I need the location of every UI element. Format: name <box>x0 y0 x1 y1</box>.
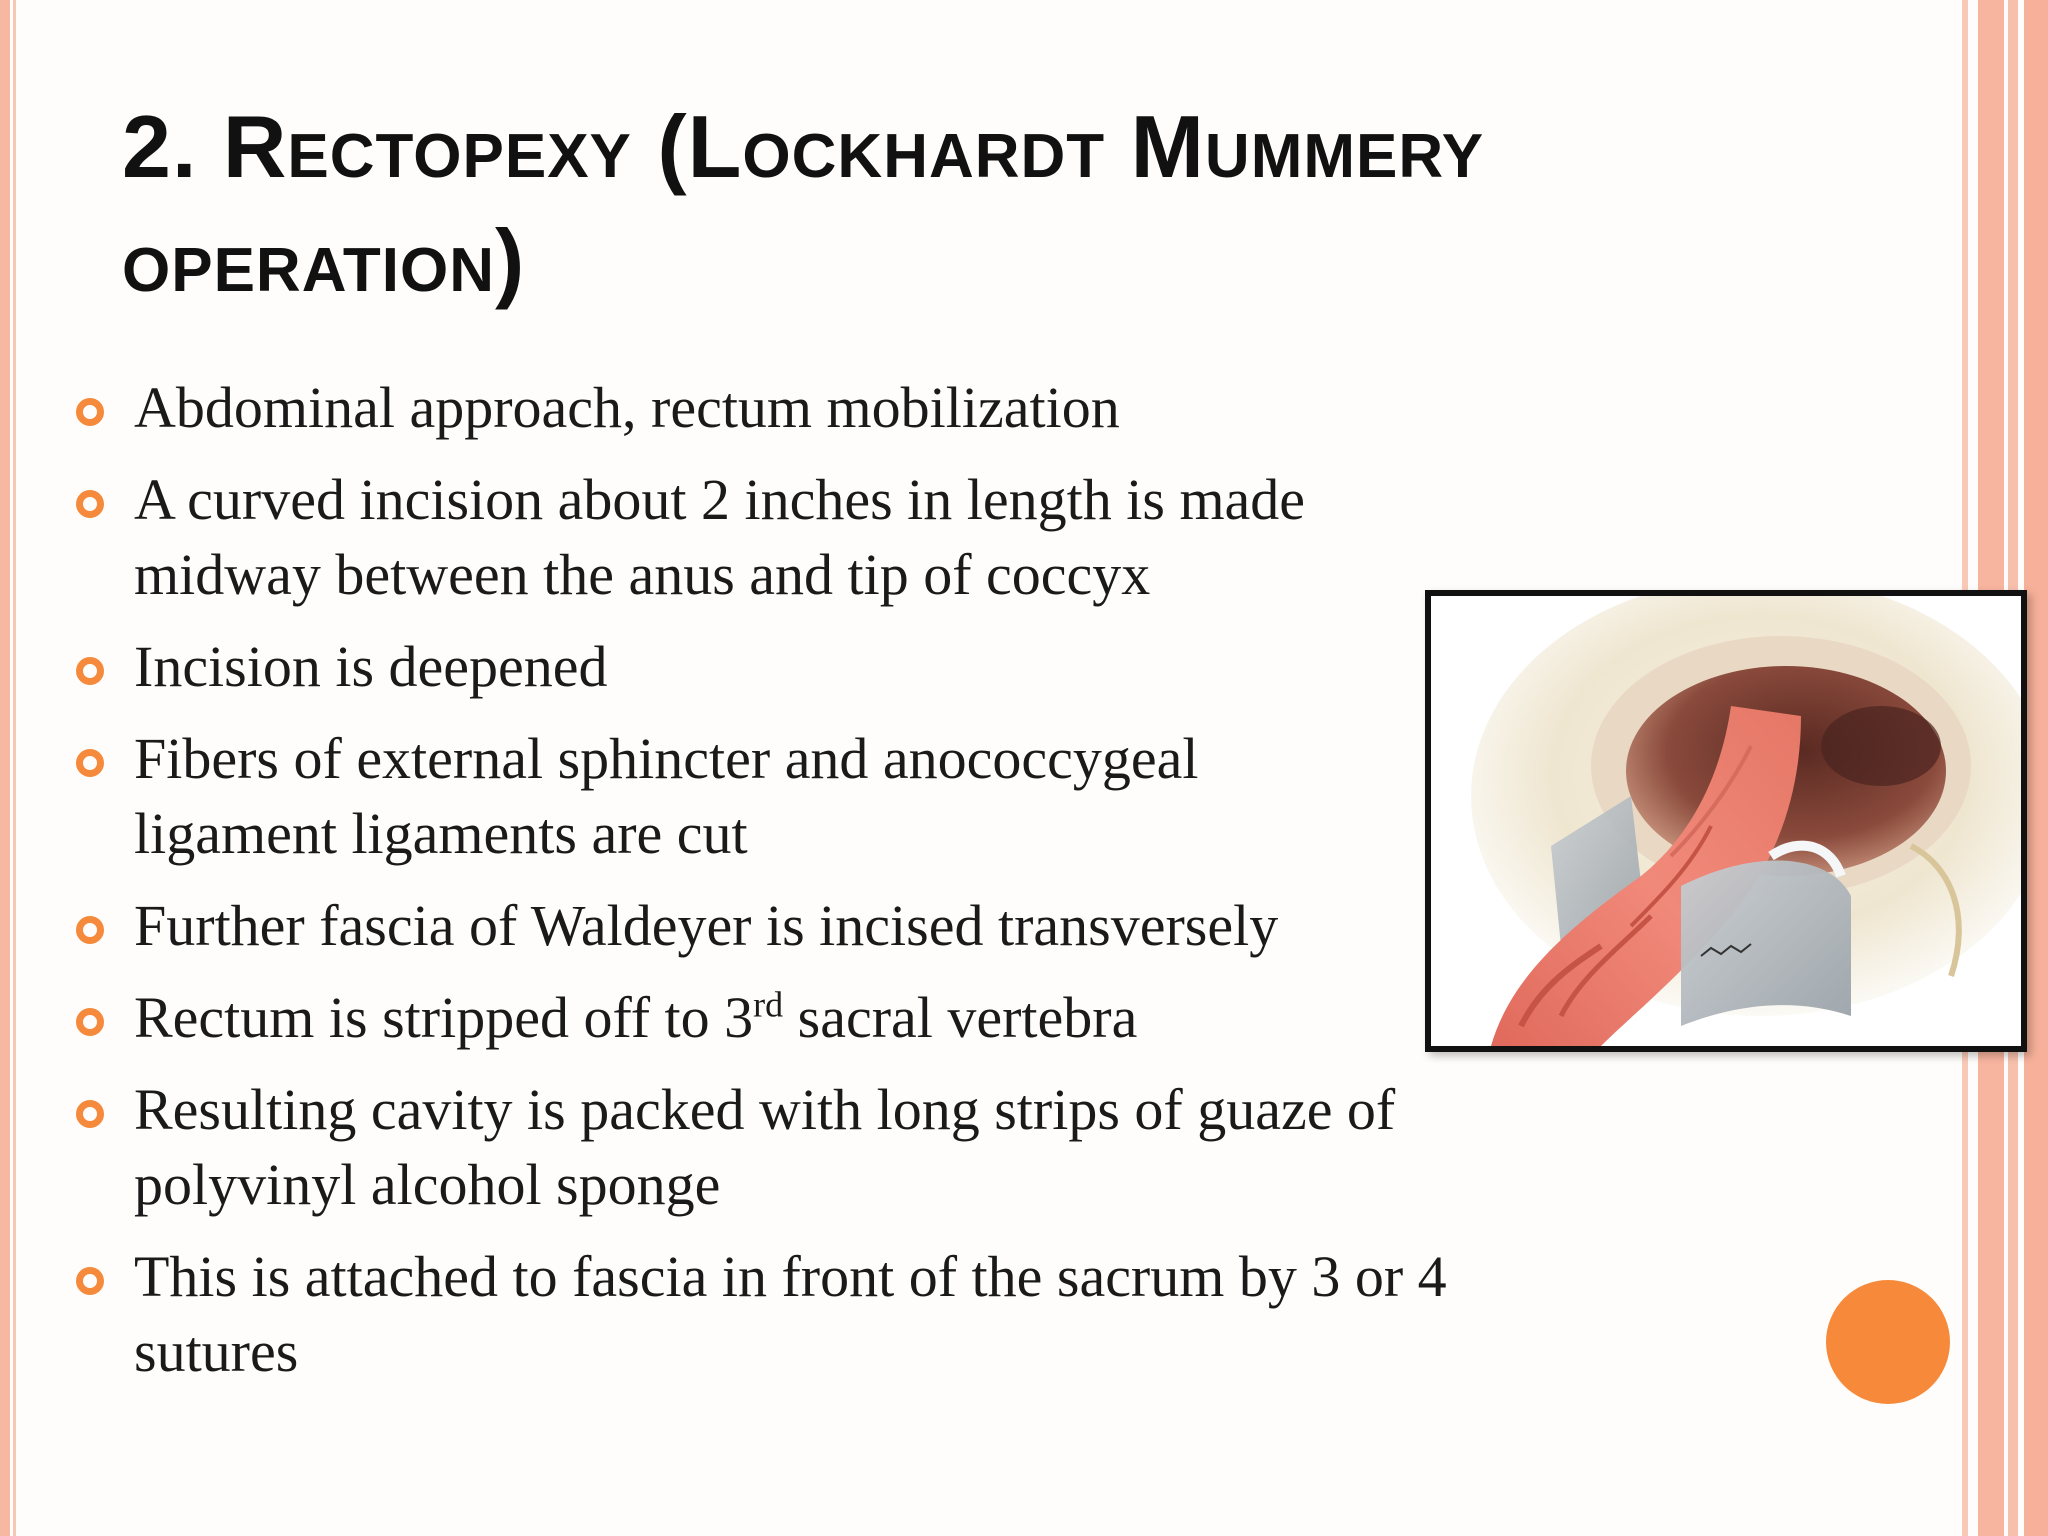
slide-title: 2. Rectopexy (Lockhardt Mummery operation) <box>122 97 1485 310</box>
ring-bullet-icon <box>76 398 104 426</box>
ring-bullet-icon <box>76 490 104 518</box>
bullet-item <box>70 1072 1450 1222</box>
bullet-text: Abdominal approach, rectum mobilization <box>134 375 1120 440</box>
ring-bullet-icon <box>76 1100 104 1128</box>
ring-bullet-icon <box>76 749 104 777</box>
ring-bullet-icon <box>76 916 104 944</box>
surgical-illustration-icon <box>1431 596 2021 1046</box>
bullet-text-start: Rectum is stripped off to 3 <box>134 985 754 1050</box>
ring-bullet-icon <box>76 657 104 685</box>
right-border-stripe <box>2024 0 2048 1536</box>
bullet-item <box>70 462 1450 612</box>
left-border-stripe-thin <box>13 0 16 1536</box>
bullet-item <box>70 721 1364 871</box>
decorative-orange-circle <box>1826 1280 1950 1404</box>
bullet-text: A curved incision about 2 inches in length is made midway between the anus and tip of coccyx <box>134 467 1306 607</box>
bullet-text: This is attached to fascia in front of the sacrum by 3 or 4 sutures <box>134 1244 1447 1384</box>
bullet-text-end: sacral vertebra <box>783 985 1138 1050</box>
ring-bullet-icon <box>76 1008 104 1036</box>
ring-bullet-icon <box>76 1267 104 1295</box>
bullet-text: Incision is deepened <box>134 634 608 699</box>
bullet-text: Resulting cavity is packed with long strips of guaze of polyvinyl alcohol sponge <box>134 1077 1396 1217</box>
bullet-superscript: rd <box>753 984 784 1025</box>
bullet-text: Further fascia of Waldeyer is incised transversely <box>134 893 1279 958</box>
bullet-list <box>70 370 1450 1406</box>
bullet-text: Fibers of external sphincter and anococcygeal ligament ligaments are cut <box>134 726 1199 866</box>
bullet-item <box>70 629 1450 704</box>
bullet-item <box>70 370 1450 445</box>
surgical-illustration <box>1425 590 2027 1052</box>
bullet-item <box>70 1239 1450 1389</box>
bullet-item <box>70 888 1450 963</box>
bullet-item <box>70 980 1450 1055</box>
left-border-stripe <box>0 0 10 1536</box>
